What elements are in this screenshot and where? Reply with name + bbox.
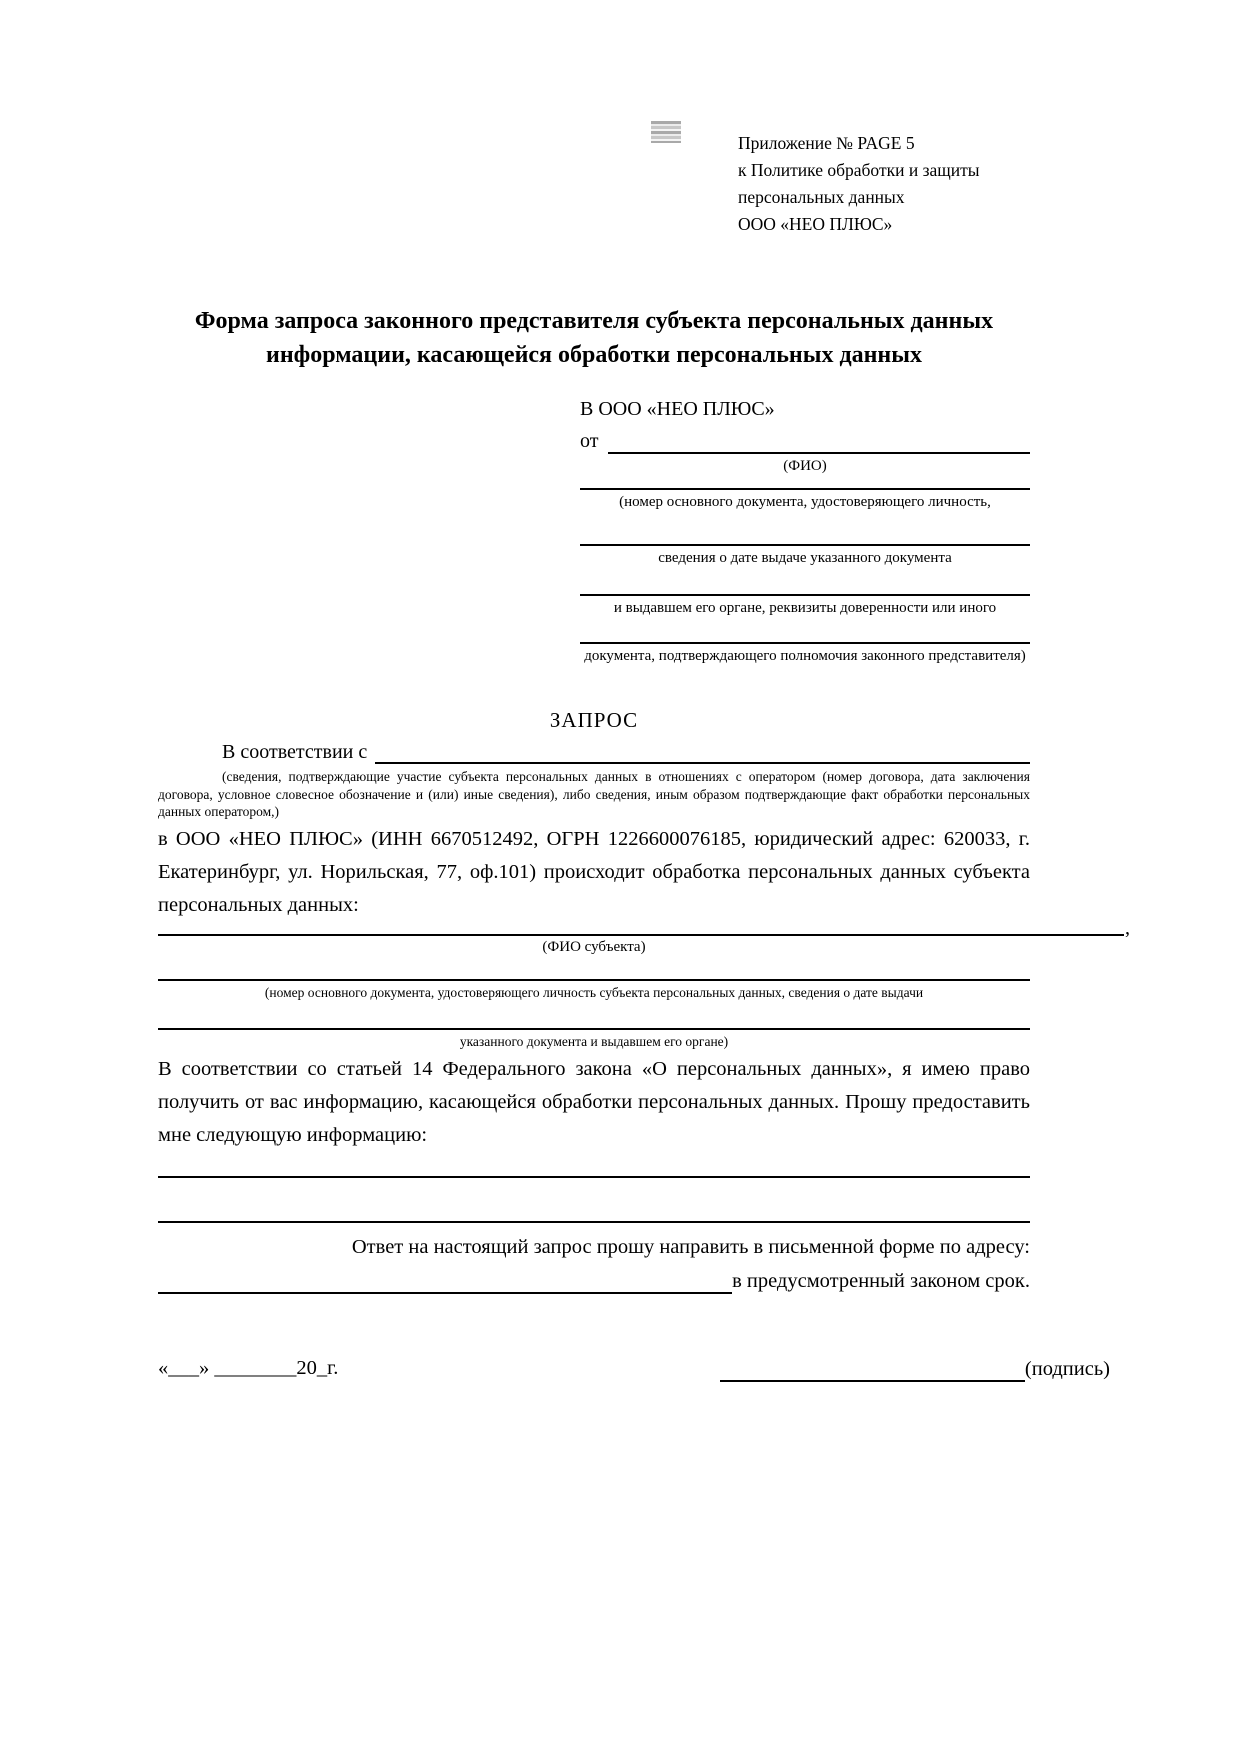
date-fill-line[interactable]: «___» ________20_г.	[158, 1356, 339, 1379]
representative-doc-caption-4: документа, подтверждающего полномочия законного представителя)	[584, 648, 1026, 664]
requested-info-fill-line-2[interactable]	[158, 1178, 1030, 1223]
representative-doc-caption-3: и выдавшем его органе, реквизиты доверенности или иного	[613, 600, 997, 616]
requested-info-fill-line-1[interactable]	[158, 1152, 1030, 1178]
signature-group	[720, 1356, 1110, 1382]
subject-fio-row	[158, 916, 1130, 939]
subject-doc-caption-2: указанного документа и выдавшем его органе)	[459, 1033, 729, 1049]
fio-caption: (ФИО)	[783, 458, 827, 474]
document-body	[158, 304, 1130, 1382]
document-title-line-1: Форма запроса законного представителя субъекта персональных данных	[194, 308, 994, 334]
request-heading: ЗАПРОС	[549, 708, 639, 732]
representative-doc-fill-line-2[interactable]	[580, 512, 1030, 546]
reply-address-line: Ответ на настоящий запрос прошу направить в письменной форме по адресу:	[351, 1235, 1030, 1258]
appendix-line-3: персональных данных	[738, 187, 905, 207]
from-label: от	[580, 430, 599, 452]
signature-caption: (подпись)	[1024, 1357, 1110, 1380]
law-paragraph: В соответствии со статьей 14 Федерального закона «О персональных данных», я имею право получить от вас информацию, касающейся обработки персональных данных. Прошу предоставить мне следующую информацию:	[158, 1057, 1030, 1146]
reply-address-row	[158, 1264, 1030, 1294]
accordance-fill-line[interactable]	[375, 738, 1030, 764]
appendix-line-2: к Политике обработки и защиты	[738, 160, 980, 180]
subject-doc-fill-line-2[interactable]	[158, 1002, 1030, 1030]
operator-paragraph: в ООО «НЕО ПЛЮС» (ИНН 6670512492, ОГРН 1226600076185, юридический адрес: 620033, г. Екатеринбург, ул. Норильская, 77, оф.101) происходит обработка персональных данных субъекта персональных данных:	[158, 827, 1030, 916]
subject-doc-caption-1: (номер основного документа, удостоверяющего личность субъекта персональных данных, сведения о дате выдачи	[264, 984, 924, 1000]
subject-fio-trailing-comma: ,	[1125, 916, 1130, 939]
accordance-label: В соответствии с	[222, 741, 368, 763]
appendix-block	[738, 130, 980, 238]
representative-doc-fill-line-4[interactable]	[580, 618, 1030, 644]
accordance-note: (сведения, подтверждающие участие субъекта персональных данных в отношениях с оператором (номер договора, дата заключения договора, условное словесное обозначение и (или) иные сведения), либо сведения, иным образом подтверждающие факт обработки персональных данных оператором,)	[158, 769, 1030, 819]
addressee-org: В ООО «НЕО ПЛЮС»	[580, 398, 775, 420]
appendix-line-1: Приложение № PAGE 5	[738, 133, 915, 153]
signature-fill-line[interactable]	[720, 1358, 1025, 1382]
representative-doc-fill-line-1[interactable]	[580, 476, 1030, 490]
from-row	[580, 424, 1030, 454]
representative-doc-caption-2: сведения о дате выдаче указанного документа	[658, 550, 952, 566]
representative-fio-fill-line[interactable]	[608, 428, 1030, 454]
subject-doc-fill-line-1[interactable]	[158, 957, 1030, 981]
subject-fio-fill-line[interactable]	[158, 922, 1124, 936]
subject-fio-caption: (ФИО субъекта)	[542, 938, 646, 955]
representative-doc-fill-line-3[interactable]	[580, 568, 1030, 596]
addressee-block	[580, 394, 1030, 666]
representative-doc-caption-1: (номер основного документа, удостоверяющего личность,	[619, 494, 991, 510]
accordance-row	[158, 736, 1030, 764]
document-title-line-2: информации, касающейся обработки персональных данных	[266, 342, 922, 368]
document-title	[158, 304, 1030, 372]
footer-row	[158, 1354, 1110, 1382]
reply-address-fill-line[interactable]	[158, 1268, 732, 1294]
reply-suffix: в предусмотренный законом срок.	[732, 1269, 1030, 1292]
appendix-line-4: ООО «НЕО ПЛЮС»	[738, 214, 893, 234]
embedded-object-icon	[651, 121, 681, 143]
